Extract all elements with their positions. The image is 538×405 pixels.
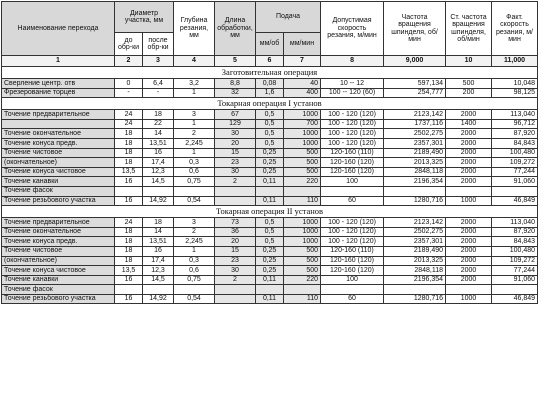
value-cell: - bbox=[115, 88, 143, 98]
value-cell: 0,08 bbox=[256, 79, 284, 89]
value-cell: 0,3 bbox=[174, 256, 215, 266]
column-number: 2 bbox=[115, 56, 143, 67]
value-cell: 13,5 bbox=[115, 266, 143, 276]
table-row bbox=[2, 88, 538, 98]
column-number: 10 bbox=[446, 56, 492, 67]
value-cell: 87,920 bbox=[492, 227, 538, 237]
value-cell: 17,4 bbox=[143, 256, 174, 266]
value-cell: 20 bbox=[215, 138, 256, 148]
value-cell: 500 bbox=[446, 79, 492, 89]
value-cell: 2000 bbox=[446, 246, 492, 256]
value-cell bbox=[492, 285, 538, 295]
value-cell: 0,75 bbox=[174, 177, 215, 187]
value-cell: 14,92 bbox=[143, 294, 174, 304]
value-cell: 2000 bbox=[446, 167, 492, 177]
value-cell: 18 bbox=[115, 246, 143, 256]
value-cell: 0,54 bbox=[174, 294, 215, 304]
value-cell: 1280,716 bbox=[384, 196, 446, 206]
value-cell: 46,849 bbox=[492, 196, 538, 206]
value-cell: 120-160 (120) bbox=[321, 256, 384, 266]
value-cell: 109,272 bbox=[492, 158, 538, 168]
value-cell: 22 bbox=[143, 119, 174, 129]
section-title: Токарная операция II установ bbox=[2, 206, 538, 218]
value-cell: 14,5 bbox=[143, 177, 174, 187]
value-cell: 18 bbox=[115, 148, 143, 158]
value-cell: 84,843 bbox=[492, 138, 538, 148]
value-cell bbox=[256, 186, 284, 196]
value-cell: 40 bbox=[284, 79, 321, 89]
table-row bbox=[2, 218, 538, 228]
value-cell: 24 bbox=[115, 110, 143, 120]
section-title-row bbox=[2, 206, 538, 218]
value-cell bbox=[321, 186, 384, 196]
value-cell: 120-160 (110) bbox=[321, 148, 384, 158]
value-cell bbox=[115, 186, 143, 196]
value-cell bbox=[284, 186, 321, 196]
value-cell: 500 bbox=[284, 256, 321, 266]
value-cell: 1000 bbox=[284, 129, 321, 139]
value-cell bbox=[115, 285, 143, 295]
table-row bbox=[2, 246, 538, 256]
value-cell: 14,5 bbox=[143, 275, 174, 285]
header-spindle-freq: Частота вращения шпинделя, об/мин bbox=[384, 2, 446, 56]
value-cell: 1,6 bbox=[256, 88, 284, 98]
value-cell: 91,060 bbox=[492, 275, 538, 285]
value-cell: 13,51 bbox=[143, 138, 174, 148]
value-cell: 3 bbox=[174, 218, 215, 228]
operation-name-cell: Точение канавки bbox=[2, 275, 115, 285]
header-feed: Подача bbox=[256, 2, 321, 33]
value-cell: 254,777 bbox=[384, 88, 446, 98]
value-cell: 18 bbox=[115, 138, 143, 148]
value-cell: 84,843 bbox=[492, 237, 538, 247]
value-cell: 2000 bbox=[446, 138, 492, 148]
value-cell: 0,5 bbox=[256, 119, 284, 129]
value-cell: 67 bbox=[215, 110, 256, 120]
value-cell: 2 bbox=[215, 177, 256, 187]
value-cell: 109,272 bbox=[492, 256, 538, 266]
value-cell: 1000 bbox=[446, 196, 492, 206]
value-cell: 3 bbox=[174, 110, 215, 120]
value-cell: 2000 bbox=[446, 110, 492, 120]
table-row bbox=[2, 158, 538, 168]
value-cell: 0,5 bbox=[256, 227, 284, 237]
value-cell: 30 bbox=[215, 167, 256, 177]
value-cell: 2000 bbox=[446, 227, 492, 237]
value-cell: 2357,301 bbox=[384, 237, 446, 247]
value-cell: 0,25 bbox=[256, 158, 284, 168]
table-row bbox=[2, 237, 538, 247]
value-cell: 0,11 bbox=[256, 294, 284, 304]
operation-name-cell: Точение предварительное bbox=[2, 110, 115, 120]
value-cell: 100 bbox=[321, 177, 384, 187]
value-cell: 23 bbox=[215, 158, 256, 168]
table-row bbox=[2, 266, 538, 276]
value-cell: 13,5 bbox=[115, 167, 143, 177]
value-cell: 2 bbox=[215, 275, 256, 285]
value-cell: 18 bbox=[115, 129, 143, 139]
header-machine-freq: Ст. частота вращения шпинделя, об/мин bbox=[446, 2, 492, 56]
value-cell: 1000 bbox=[284, 110, 321, 120]
value-cell bbox=[215, 196, 256, 206]
value-cell: 16 bbox=[115, 294, 143, 304]
value-cell: 0,54 bbox=[174, 196, 215, 206]
value-cell: 110 bbox=[284, 196, 321, 206]
operation-name-cell: Сверление центр. отв bbox=[2, 79, 115, 89]
value-cell bbox=[384, 186, 446, 196]
value-cell: 2502,275 bbox=[384, 129, 446, 139]
cutting-modes-table bbox=[1, 1, 538, 304]
column-number: 8 bbox=[321, 56, 384, 67]
value-cell: 1280,716 bbox=[384, 294, 446, 304]
value-cell: 2196,354 bbox=[384, 275, 446, 285]
value-cell: 113,040 bbox=[492, 110, 538, 120]
value-cell: 220 bbox=[284, 275, 321, 285]
value-cell: 16 bbox=[115, 177, 143, 187]
operation-name-cell: Точение окончательное bbox=[2, 227, 115, 237]
value-cell: 60 bbox=[321, 294, 384, 304]
value-cell: 120-160 (120) bbox=[321, 266, 384, 276]
value-cell: 1 bbox=[174, 119, 215, 129]
value-cell: 120-160 (120) bbox=[321, 158, 384, 168]
value-cell bbox=[446, 186, 492, 196]
header-actual-speed: Факт. скорость резания, м/мин bbox=[492, 2, 538, 56]
value-cell: 96,712 bbox=[492, 119, 538, 129]
value-cell: 700 bbox=[284, 119, 321, 129]
value-cell: 500 bbox=[284, 266, 321, 276]
value-cell: 2000 bbox=[446, 177, 492, 187]
value-cell: 110 bbox=[284, 294, 321, 304]
value-cell: 15 bbox=[215, 246, 256, 256]
value-cell: 0,25 bbox=[256, 246, 284, 256]
value-cell bbox=[384, 285, 446, 295]
section-title: Токарная операция I установ bbox=[2, 98, 538, 110]
value-cell: 10,048 bbox=[492, 79, 538, 89]
column-number: 4 bbox=[174, 56, 215, 67]
value-cell: 14 bbox=[143, 227, 174, 237]
value-cell bbox=[256, 285, 284, 295]
value-cell: 2000 bbox=[446, 266, 492, 276]
operation-name-cell bbox=[2, 119, 115, 129]
value-cell: 18 bbox=[115, 256, 143, 266]
value-cell: - bbox=[143, 88, 174, 98]
value-cell: 0,25 bbox=[256, 148, 284, 158]
value-cell: 100 - 120 (120) bbox=[321, 218, 384, 228]
value-cell: 0,5 bbox=[256, 129, 284, 139]
value-cell: 120-160 (120) bbox=[321, 167, 384, 177]
table-row bbox=[2, 129, 538, 139]
value-cell: 60 bbox=[321, 196, 384, 206]
value-cell: 0,5 bbox=[256, 110, 284, 120]
column-number: 6 bbox=[256, 56, 284, 67]
value-cell: 100 - 120 (120) bbox=[321, 237, 384, 247]
value-cell bbox=[284, 285, 321, 295]
value-cell: 24 bbox=[115, 119, 143, 129]
value-cell: 16 bbox=[143, 246, 174, 256]
value-cell: 0,11 bbox=[256, 275, 284, 285]
value-cell: 2848,118 bbox=[384, 266, 446, 276]
value-cell: 15 bbox=[215, 148, 256, 158]
value-cell: 8,8 bbox=[215, 79, 256, 89]
value-cell: 2000 bbox=[446, 129, 492, 139]
header-depth: Глубина резания, мм bbox=[174, 2, 215, 56]
value-cell: 129 bbox=[215, 119, 256, 129]
value-cell: 13,51 bbox=[143, 237, 174, 247]
header-diameter-after: после обр-ки bbox=[143, 33, 174, 56]
value-cell: 2000 bbox=[446, 218, 492, 228]
section-title-row bbox=[2, 98, 538, 110]
value-cell: 0,25 bbox=[256, 167, 284, 177]
value-cell: 500 bbox=[284, 148, 321, 158]
value-cell: 77,244 bbox=[492, 266, 538, 276]
value-cell: 100 - 120 (120) bbox=[321, 138, 384, 148]
value-cell: 0,75 bbox=[174, 275, 215, 285]
value-cell: 23 bbox=[215, 256, 256, 266]
value-cell: 500 bbox=[284, 158, 321, 168]
value-cell: 2848,118 bbox=[384, 167, 446, 177]
value-cell: 30 bbox=[215, 129, 256, 139]
value-cell bbox=[143, 186, 174, 196]
value-cell: 0,6 bbox=[174, 167, 215, 177]
operation-name-cell: Точение канавки bbox=[2, 177, 115, 187]
value-cell: 16 bbox=[115, 275, 143, 285]
value-cell: 100 bbox=[321, 275, 384, 285]
value-cell: 2189,490 bbox=[384, 148, 446, 158]
value-cell: 113,040 bbox=[492, 218, 538, 228]
value-cell: 24 bbox=[115, 218, 143, 228]
column-number-row bbox=[2, 56, 538, 67]
operation-name-cell: Точение фасок bbox=[2, 285, 115, 295]
value-cell: 2189,490 bbox=[384, 246, 446, 256]
value-cell: 1000 bbox=[284, 237, 321, 247]
value-cell: 1000 bbox=[284, 227, 321, 237]
value-cell: 18 bbox=[115, 158, 143, 168]
value-cell: 120-160 (110) bbox=[321, 246, 384, 256]
value-cell: 100,480 bbox=[492, 246, 538, 256]
header-feed-per-min: мм/мин bbox=[284, 33, 321, 56]
value-cell: 1000 bbox=[284, 218, 321, 228]
value-cell bbox=[215, 294, 256, 304]
operation-name-cell: Точение резьбового участка bbox=[2, 196, 115, 206]
value-cell: 73 bbox=[215, 218, 256, 228]
value-cell: 1000 bbox=[446, 294, 492, 304]
table-row bbox=[2, 256, 538, 266]
value-cell: 0,5 bbox=[256, 237, 284, 247]
value-cell: 1 bbox=[174, 88, 215, 98]
operation-name-cell: Точение чистовое bbox=[2, 148, 115, 158]
value-cell: 400 bbox=[284, 88, 321, 98]
value-cell: 87,920 bbox=[492, 129, 538, 139]
value-cell: 0,5 bbox=[256, 218, 284, 228]
value-cell: 2502,275 bbox=[384, 227, 446, 237]
value-cell: 2,245 bbox=[174, 138, 215, 148]
table-row bbox=[2, 285, 538, 295]
value-cell: 0 bbox=[115, 79, 143, 89]
value-cell: 1 bbox=[174, 246, 215, 256]
value-cell: 1737,116 bbox=[384, 119, 446, 129]
value-cell: 3,2 bbox=[174, 79, 215, 89]
value-cell: 17,4 bbox=[143, 158, 174, 168]
header-feed-per-rev: мм/об bbox=[256, 33, 284, 56]
value-cell: 36 bbox=[215, 227, 256, 237]
operation-name-cell: Точение фасок bbox=[2, 186, 115, 196]
value-cell: 18 bbox=[115, 237, 143, 247]
value-cell: 16 bbox=[115, 196, 143, 206]
operation-name-cell: Точение конуса чистовое bbox=[2, 266, 115, 276]
value-cell: 0,6 bbox=[174, 266, 215, 276]
value-cell: 2000 bbox=[446, 158, 492, 168]
value-cell bbox=[174, 186, 215, 196]
value-cell: 1400 bbox=[446, 119, 492, 129]
operation-name-cell: Точение конуса предв. bbox=[2, 138, 115, 148]
table-header bbox=[2, 2, 538, 56]
operation-name-cell: (окончательное) bbox=[2, 158, 115, 168]
table-row bbox=[2, 227, 538, 237]
value-cell: 30 bbox=[215, 266, 256, 276]
value-cell: 2013,325 bbox=[384, 158, 446, 168]
value-cell: 0,3 bbox=[174, 158, 215, 168]
value-cell: 0,11 bbox=[256, 196, 284, 206]
value-cell: 12,3 bbox=[143, 266, 174, 276]
value-cell: 14 bbox=[143, 129, 174, 139]
cutting-modes-sheet bbox=[1, 1, 538, 304]
value-cell: 6,4 bbox=[143, 79, 174, 89]
value-cell: 100 - 120 (120) bbox=[321, 227, 384, 237]
value-cell: 0,11 bbox=[256, 177, 284, 187]
table-row bbox=[2, 138, 538, 148]
header-name: Наименование перехода bbox=[2, 2, 115, 56]
value-cell: 16 bbox=[143, 148, 174, 158]
table-row bbox=[2, 186, 538, 196]
value-cell: 46,849 bbox=[492, 294, 538, 304]
table-row bbox=[2, 294, 538, 304]
operation-name-cell: Точение окончательное bbox=[2, 129, 115, 139]
column-number: 1 bbox=[2, 56, 115, 67]
value-cell: 1000 bbox=[284, 138, 321, 148]
operation-name-cell: Точение предварительное bbox=[2, 218, 115, 228]
value-cell: 200 bbox=[446, 88, 492, 98]
table-row bbox=[2, 167, 538, 177]
column-number: 5 bbox=[215, 56, 256, 67]
value-cell: 14,92 bbox=[143, 196, 174, 206]
table-row bbox=[2, 79, 538, 89]
header-diameter-before: до обр-ки bbox=[115, 33, 143, 56]
value-cell: 2000 bbox=[446, 256, 492, 266]
value-cell: 100 - 120 (120) bbox=[321, 129, 384, 139]
value-cell: 0,5 bbox=[256, 138, 284, 148]
value-cell bbox=[174, 285, 215, 295]
value-cell: 20 bbox=[215, 237, 256, 247]
value-cell bbox=[143, 285, 174, 295]
table-row bbox=[2, 177, 538, 187]
operation-name-cell: Фрезерование торцев bbox=[2, 88, 115, 98]
value-cell: 100 - 120 (120) bbox=[321, 119, 384, 129]
table-row bbox=[2, 148, 538, 158]
value-cell: 100 -- 120 (60) bbox=[321, 88, 384, 98]
value-cell: 2123,142 bbox=[384, 110, 446, 120]
table-row bbox=[2, 119, 538, 129]
value-cell: 2123,142 bbox=[384, 218, 446, 228]
value-cell: 2000 bbox=[446, 237, 492, 247]
value-cell: 500 bbox=[284, 246, 321, 256]
value-cell: 10 -- 12 bbox=[321, 79, 384, 89]
value-cell: 100 - 120 (120) bbox=[321, 110, 384, 120]
value-cell: 18 bbox=[143, 110, 174, 120]
value-cell bbox=[321, 285, 384, 295]
operation-name-cell: Точение резьбового участка bbox=[2, 294, 115, 304]
section-title-row bbox=[2, 67, 538, 79]
value-cell: 12,3 bbox=[143, 167, 174, 177]
value-cell: 100,480 bbox=[492, 148, 538, 158]
value-cell: 2,245 bbox=[174, 237, 215, 247]
value-cell: 18 bbox=[143, 218, 174, 228]
value-cell: 2013,325 bbox=[384, 256, 446, 266]
column-number: 9,000 bbox=[384, 56, 446, 67]
table-row bbox=[2, 275, 538, 285]
value-cell: 0,25 bbox=[256, 256, 284, 266]
value-cell: 500 bbox=[284, 167, 321, 177]
table-body bbox=[2, 56, 538, 304]
value-cell: 2196,354 bbox=[384, 177, 446, 187]
operation-name-cell: Точение чистовое bbox=[2, 246, 115, 256]
value-cell: 98,125 bbox=[492, 88, 538, 98]
value-cell bbox=[492, 186, 538, 196]
value-cell: 32 bbox=[215, 88, 256, 98]
operation-name-cell: Точение конуса предв. bbox=[2, 237, 115, 247]
value-cell bbox=[215, 186, 256, 196]
value-cell bbox=[446, 285, 492, 295]
value-cell: 91,060 bbox=[492, 177, 538, 187]
table-row bbox=[2, 110, 538, 120]
value-cell bbox=[215, 285, 256, 295]
section-title: Заготовительная операция bbox=[2, 67, 538, 79]
value-cell: 77,244 bbox=[492, 167, 538, 177]
column-number: 7 bbox=[284, 56, 321, 67]
header-length: Длина обработки, мм bbox=[215, 2, 256, 56]
value-cell: 2000 bbox=[446, 275, 492, 285]
column-number: 11,000 bbox=[492, 56, 538, 67]
value-cell: 0,25 bbox=[256, 266, 284, 276]
operation-name-cell: (окончательное) bbox=[2, 256, 115, 266]
operation-name-cell: Точение конуса чистовое bbox=[2, 167, 115, 177]
value-cell: 18 bbox=[115, 227, 143, 237]
column-number: 3 bbox=[143, 56, 174, 67]
value-cell: 2 bbox=[174, 129, 215, 139]
value-cell: 2 bbox=[174, 227, 215, 237]
value-cell: 2357,301 bbox=[384, 138, 446, 148]
header-diameter: Диаметр участка, мм bbox=[115, 2, 174, 33]
value-cell: 2000 bbox=[446, 148, 492, 158]
value-cell: 1 bbox=[174, 148, 215, 158]
table-row bbox=[2, 196, 538, 206]
value-cell: 597,134 bbox=[384, 79, 446, 89]
value-cell: 220 bbox=[284, 177, 321, 187]
header-cut-speed: Допустимая скорость резания, м/мин bbox=[321, 2, 384, 56]
